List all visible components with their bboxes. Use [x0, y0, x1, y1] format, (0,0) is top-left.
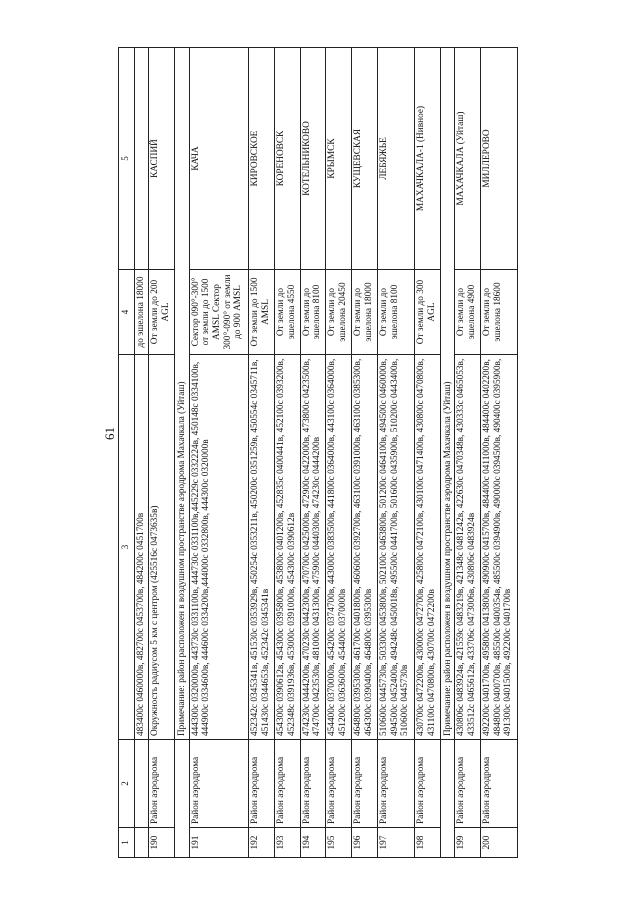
aerodrome-name: КОТЕЛЬНИКОВО	[300, 48, 326, 270]
coordinates: 483400с 0460000в, 482700с 0453700в, 484200с 0451700в	[135, 355, 149, 740]
note-spacer	[440, 740, 454, 858]
header-cell: 5	[119, 48, 135, 270]
coordinates: 510600с 0445730в, 503300с 0453800в, 502100с 0463800в, 501200с 0464100в, 494500с 0460000в, 494500с 0452400в, 494248с 0450018в, 495500с 0441700в, 501600с 0435900в, 510200с 0443400в, 510600с 0445730в	[377, 355, 414, 740]
coordinates: Окружность радиусом 5 км с центром (425516с 0473635в)	[149, 355, 175, 740]
table-row	[480, 48, 517, 858]
area-type: Район аэродрома	[414, 740, 440, 828]
table-row	[189, 48, 249, 858]
aerodrome-name: МИЛЛЕРОВО	[480, 48, 517, 270]
vertical-limits: От земли до эшелона 18600	[480, 270, 517, 355]
table-note-row	[440, 48, 454, 858]
vertical-limits: От земли до эшелона 8100	[377, 270, 414, 355]
table-row	[414, 48, 440, 858]
row-number: 191	[189, 828, 249, 858]
header-cell: 2	[119, 740, 135, 828]
area-type: Район аэродрома	[352, 740, 378, 828]
table-row	[249, 48, 275, 858]
aerodrome-name: ЛЕБЯЖЬЕ	[377, 48, 414, 270]
row-number: 195	[326, 828, 352, 858]
table-row	[300, 48, 326, 858]
row-number: 198	[414, 828, 440, 858]
area-type: Район аэродрома	[274, 740, 300, 828]
note-spacer	[175, 740, 189, 858]
table-row	[149, 48, 175, 858]
coordinates: 444300с 0320000в, 443730с 0331100в, 444730с 0331100в,445229с 0332224в, 450148с 0334100в, 444900с 0334600в, 444600с 0334200в,444000с 0332800в, 444300с 0320000в	[189, 355, 249, 740]
coordinates: 464800с 0395300в, 461700с 0401800в, 460600с 0392700в, 463100с 0391000в, 463100с 0385300в, 464300с 0390400в, 464800с 0395300в	[352, 355, 378, 740]
area-type: Район аэродрома	[326, 740, 352, 828]
aerodrome-name: КРЫМСК	[326, 48, 352, 270]
row-number: 194	[300, 828, 326, 858]
row-number: 197	[377, 828, 414, 858]
vertical-limits: до эшелона 18000	[135, 270, 149, 355]
note-text: Примечание: район расположен в воздушном пространстве аэродрома Махачкала (Уйташ)	[175, 48, 189, 740]
header-cell: 1	[119, 828, 135, 858]
coordinates: 430806с 0483924в, 421559с 0483219в, 421348с 0481242в, 422630с 0470348в, 430333с 0465053в, 433512с 0465612в, 433706с 0473006в, 430806с 0483924в	[455, 355, 481, 740]
vertical-limits: От земли до эшелона 4900	[455, 270, 481, 355]
coordinates: 474230с 0444200в, 470230с 0442300в, 470700с 0425000в, 472900с 0422000в, 473800с 0423500в, 474700с 0423530в, 481000с 0431300в, 475900с 0440300в, 474230с 0444200в	[300, 355, 326, 740]
aerodrome-name	[135, 48, 149, 270]
area-type: Район аэродрома	[455, 740, 481, 828]
row-number: 192	[249, 828, 275, 858]
vertical-limits: От земли до 200 AGL	[149, 270, 175, 355]
vertical-limits: От земли до эшелона 8100	[300, 270, 326, 355]
header-cell: 3	[119, 355, 135, 740]
table-row	[135, 48, 149, 858]
table-note-row	[175, 48, 189, 858]
vertical-limits: От земли до эшелона 4550	[274, 270, 300, 355]
area-type: Район аэродрома	[189, 740, 249, 828]
row-number	[135, 828, 149, 858]
coordinates: 430700с 0472200в, 430000с 0472700в, 425800с 0472100в, 430100с 0471400в, 430800с 0470800в, 431100с 0470800в, 430700с 0472200в	[414, 355, 440, 740]
aerodrome-name: КАСПИЙ	[149, 48, 175, 270]
aerodrome-name: КУЩЕВСКАЯ	[352, 48, 378, 270]
aerodrome-name: КОРЕНОВСК	[274, 48, 300, 270]
row-number: 200	[480, 828, 517, 858]
page-number: 61	[102, 427, 117, 440]
coordinates: 492200с 0401700в, 495800с 0413800в, 490900с 0415700в, 484400с 0411000в, 484400с 0402200в, 484800с 0400700в, 485500с 0400354в, 485500с 0394900в, 490000с 0394500в, 490400с 0395900в, 491300с 0401500в, 492200с 0401700в	[480, 355, 517, 740]
table-row	[352, 48, 378, 858]
header-cell: 4	[119, 270, 135, 355]
airspace-table	[118, 48, 518, 858]
area-type: Район аэродрома	[249, 740, 275, 828]
row-number: 193	[274, 828, 300, 858]
row-number: 199	[455, 828, 481, 858]
area-type	[135, 740, 149, 828]
table-row	[377, 48, 414, 858]
row-number: 196	[352, 828, 378, 858]
area-type: Район аэродрома	[149, 740, 175, 828]
coordinates: 454300с 0390612в, 454300с 0395800в, 453800с 0401200в, 452835с 0400441в, 452100с 0393200в, 452348с 0391936в, 453000с 0391000в, 454300с 0390612в	[274, 355, 300, 740]
note-text: Примечание: район расположен в воздушном пространстве аэродрома Махачкала (Уйташ)	[440, 48, 454, 740]
table-row	[274, 48, 300, 858]
table-row	[326, 48, 352, 858]
row-number: 190	[149, 828, 175, 858]
vertical-limits: От земли до эшелона 20450	[326, 270, 352, 355]
aerodrome-name: КИРОВСКОЕ	[249, 48, 275, 270]
vertical-limits: Сектор 090°-300° от земли до 1500 AMSL Сектор 300°-090° от земли до 900 AMSL	[189, 270, 249, 355]
vertical-limits: От земли до 300 AGL	[414, 270, 440, 355]
aerodrome-name: МАХАЧКАЛА (Уйташ)	[455, 48, 481, 270]
area-type: Район аэродрома	[300, 740, 326, 828]
table-row	[455, 48, 481, 858]
area-type: Район аэродрома	[377, 740, 414, 828]
table-header	[119, 48, 135, 858]
coordinates: 452342с 0345341в, 451530с 0353929в, 450254с 0353211в, 450200с 0351259в, 450554с 0345711в, 451430с 0344653в, 452342с 0345341в	[249, 355, 275, 740]
coordinates: 454400с 0370000в, 454200с 0374700в, 443000с 0383500в, 441800с 0364000в, 443100с 0364000в, 451200с 0363600в, 454400с 0370000в	[326, 355, 352, 740]
vertical-limits: От земли до 1500 AMSL	[249, 270, 275, 355]
vertical-limits: От земли до эшелона 18000	[352, 270, 378, 355]
aerodrome-name: КАЧА	[189, 48, 249, 270]
area-type: Район аэродрома	[480, 740, 517, 828]
aerodrome-name: МАХАЧКАЛА-1 (Нивное)	[414, 48, 440, 270]
